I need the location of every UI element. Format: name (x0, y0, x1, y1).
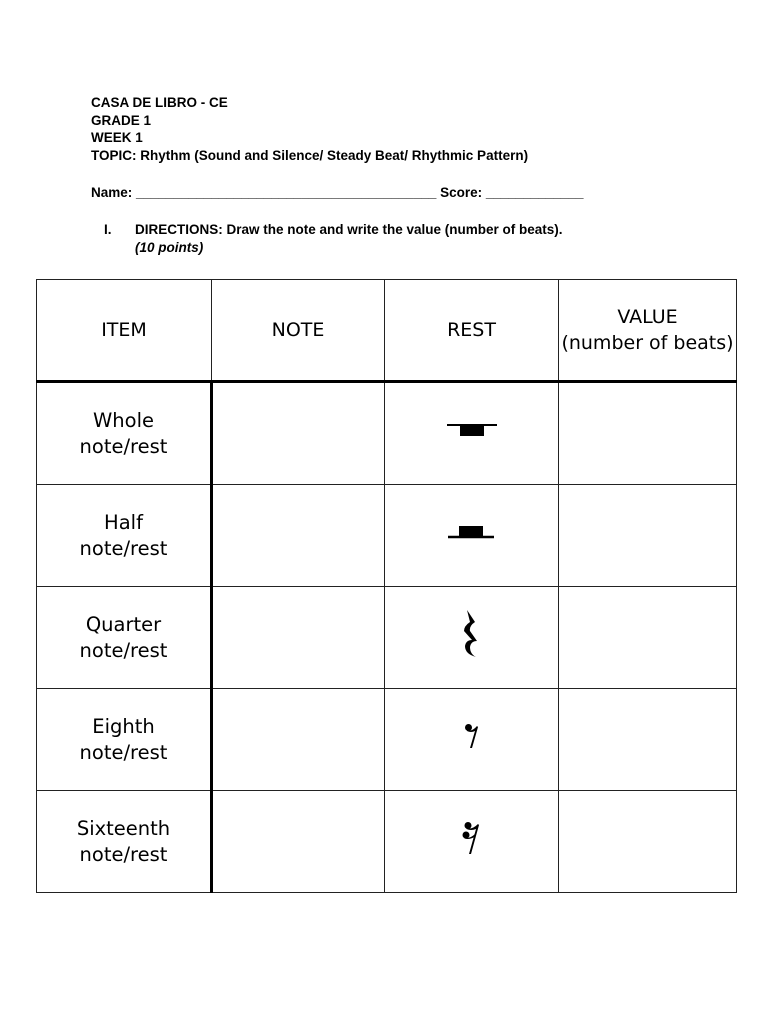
header-value (559, 280, 737, 382)
item-name: Quarter (85, 612, 162, 636)
rest-cell (385, 485, 559, 587)
table-row (37, 485, 737, 587)
header-rest: REST (385, 280, 559, 382)
item-name: Eighth (92, 714, 155, 738)
half-rest-icon (447, 524, 497, 542)
rest-cell (385, 791, 559, 893)
value-answer-cell[interactable] (559, 791, 737, 893)
item-name: Whole (93, 408, 154, 432)
item-subtitle: note/rest (79, 638, 168, 662)
item-cell (37, 689, 212, 791)
directions-text: DIRECTIONS: Draw the note and write the value (number of beats). (135, 222, 563, 237)
item-subtitle: note/rest (79, 740, 168, 764)
item-subtitle: note/rest (79, 536, 168, 560)
note-answer-cell[interactable] (212, 791, 385, 893)
item-name: Half (104, 510, 143, 534)
header-value-title: VALUE (617, 306, 678, 328)
item-cell (37, 587, 212, 689)
rest-cell (385, 689, 559, 791)
note-answer-cell[interactable] (212, 485, 385, 587)
value-answer-cell[interactable] (559, 587, 737, 689)
whole-rest-icon (446, 422, 498, 440)
directions-points: (10 points) (135, 240, 204, 255)
quarter-rest-icon (461, 609, 483, 659)
header-note: NOTE (212, 280, 385, 382)
value-answer-cell[interactable] (559, 382, 737, 485)
name-score-line: Name: ________________________________________ Score: _____________ (91, 185, 584, 200)
item-cell (37, 485, 212, 587)
directions-number: I. (104, 222, 112, 237)
note-answer-cell[interactable] (212, 587, 385, 689)
week-label: WEEK 1 (91, 130, 143, 145)
rhythm-table (36, 279, 737, 893)
value-answer-cell[interactable] (559, 689, 737, 791)
item-subtitle: note/rest (79, 842, 168, 866)
school-name: CASA DE LIBRO - CE (91, 95, 228, 110)
directions (104, 221, 563, 257)
table-row (37, 382, 737, 485)
table-row (37, 587, 737, 689)
table-row (37, 791, 737, 893)
topic-label: TOPIC: Rhythm (Sound and Silence/ Steady Beat/ Rhythmic Pattern) (91, 147, 529, 163)
worksheet-header (91, 94, 731, 164)
item-cell (37, 382, 212, 485)
grade-label: GRADE 1 (91, 112, 152, 128)
item-name: Sixteenth (76, 816, 171, 840)
item-cell (37, 791, 212, 893)
rest-cell (385, 587, 559, 689)
item-subtitle: note/rest (79, 434, 168, 458)
note-answer-cell[interactable] (212, 382, 385, 485)
note-answer-cell[interactable] (212, 689, 385, 791)
header-value-subtitle: (number of beats) (561, 332, 734, 354)
sixteenth-rest-icon (462, 821, 482, 855)
eighth-rest-icon (464, 723, 480, 749)
header-item: ITEM (37, 280, 212, 382)
table-header-row (37, 280, 737, 382)
rest-cell (385, 382, 559, 485)
table-row (37, 689, 737, 791)
value-answer-cell[interactable] (559, 485, 737, 587)
